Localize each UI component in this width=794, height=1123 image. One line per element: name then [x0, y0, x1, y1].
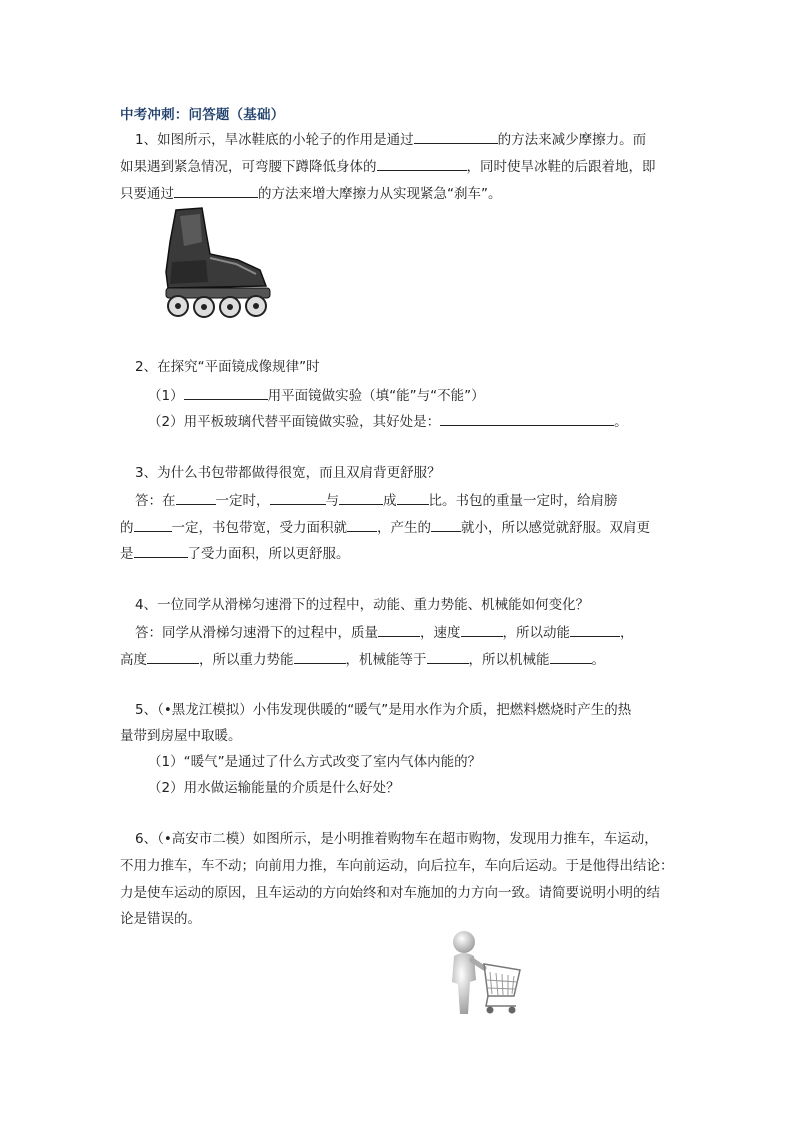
q3-line-4: 是 了受力面积，所以更舒服。 — [120, 543, 350, 564]
blank — [294, 649, 346, 664]
q6-line-1: 6、（•高安市二模）如图所示，是小明推着购物车在超市购物，发现用力推车，车运动， — [135, 831, 658, 847]
q2-line-1: 2、在探究“平面镜成像规律”时 — [135, 359, 320, 375]
q1-line-1: 1、如图所示，旱冰鞋底的小轮子的作用是通过 的方法来减少摩擦力。而 — [135, 129, 646, 150]
shopping-cart-figure-icon — [440, 928, 524, 1020]
blank — [134, 543, 188, 558]
q6-line-3: 力是使车运动的原因，且车运动的方向始终和对车施加的力方向一致。请简要说明小明的结 — [120, 885, 660, 901]
blank — [414, 129, 498, 144]
q3-line-1: 3、为什么书包带都做得很宽，而且双肩背更舒服？ — [135, 465, 441, 481]
q4-line-3: 高度 ，所以重力势能 ，机械能等于 ，所以机械能 。 — [120, 649, 605, 670]
blank — [397, 490, 429, 505]
q5-line-1: 5、（•黑龙江模拟）小伟发现供暖的“暖气”是用水作为介质，把燃料燃烧时产生的热 — [135, 702, 632, 718]
blank — [184, 385, 268, 400]
blank — [440, 411, 614, 426]
q4-line-1: 4、一位同学从滑梯匀速滑下的过程中，动能、重力势能、机械能如何变化？ — [135, 597, 590, 613]
q5-line-4: （2）用水做运输能量的介质是什么好处？ — [148, 780, 400, 796]
inline-skate-icon — [150, 202, 280, 322]
blank — [176, 490, 216, 505]
q1-line-2: 如果遇到紧急情况，可弯腰下蹲降低身体的 ，同时使旱冰鞋的后跟着地，即 — [120, 156, 656, 177]
q6-line-2: 不用力推车，车不动；向前用力推，车向前运动，向后拉车，车向后运动。于是他得出结论： — [120, 858, 674, 874]
q1-line-3: 只要通过 的方法来增大摩擦力从实现紧急“刹车”。 — [120, 183, 502, 204]
q2-line-3: （2）用平板玻璃代替平面镜做实验，其好处是： 。 — [148, 411, 628, 432]
blank — [174, 183, 258, 198]
blank — [378, 622, 420, 637]
blank — [461, 622, 503, 637]
blank — [270, 490, 326, 505]
blank — [550, 649, 592, 664]
skate-image — [150, 202, 280, 322]
q5-line-3: （1）“暖气”是通过了什么方式改变了室内气体内能的？ — [148, 754, 482, 770]
q5-line-2: 量带到房屋中取暖。 — [120, 728, 242, 744]
cart-figure-image — [440, 928, 524, 1020]
blank — [431, 517, 461, 532]
blank — [339, 490, 383, 505]
q3-line-2: 答：在 一定时， 与 成 比。书包的重量一定时，给肩膀 — [135, 490, 618, 511]
q6-line-4: 论是错误的。 — [120, 911, 201, 927]
blank — [377, 156, 467, 171]
blank — [427, 649, 469, 664]
page-title: 中考冲刺：问答题（基础） — [120, 107, 285, 123]
blank — [570, 622, 620, 637]
q2-line-2: （1） 用平面镜做实验（填“能”与“不能”） — [148, 385, 485, 406]
q3-line-3: 的 一定，书包带宽，受力面积就 ，产生的 就小，所以感觉就舒服。双肩更 — [120, 517, 650, 538]
blank — [147, 649, 199, 664]
q4-line-2: 答：同学从滑梯匀速滑下的过程中，质量 ，速度 ，所以动能 ， — [135, 622, 634, 643]
blank — [347, 517, 377, 532]
blank — [134, 517, 172, 532]
